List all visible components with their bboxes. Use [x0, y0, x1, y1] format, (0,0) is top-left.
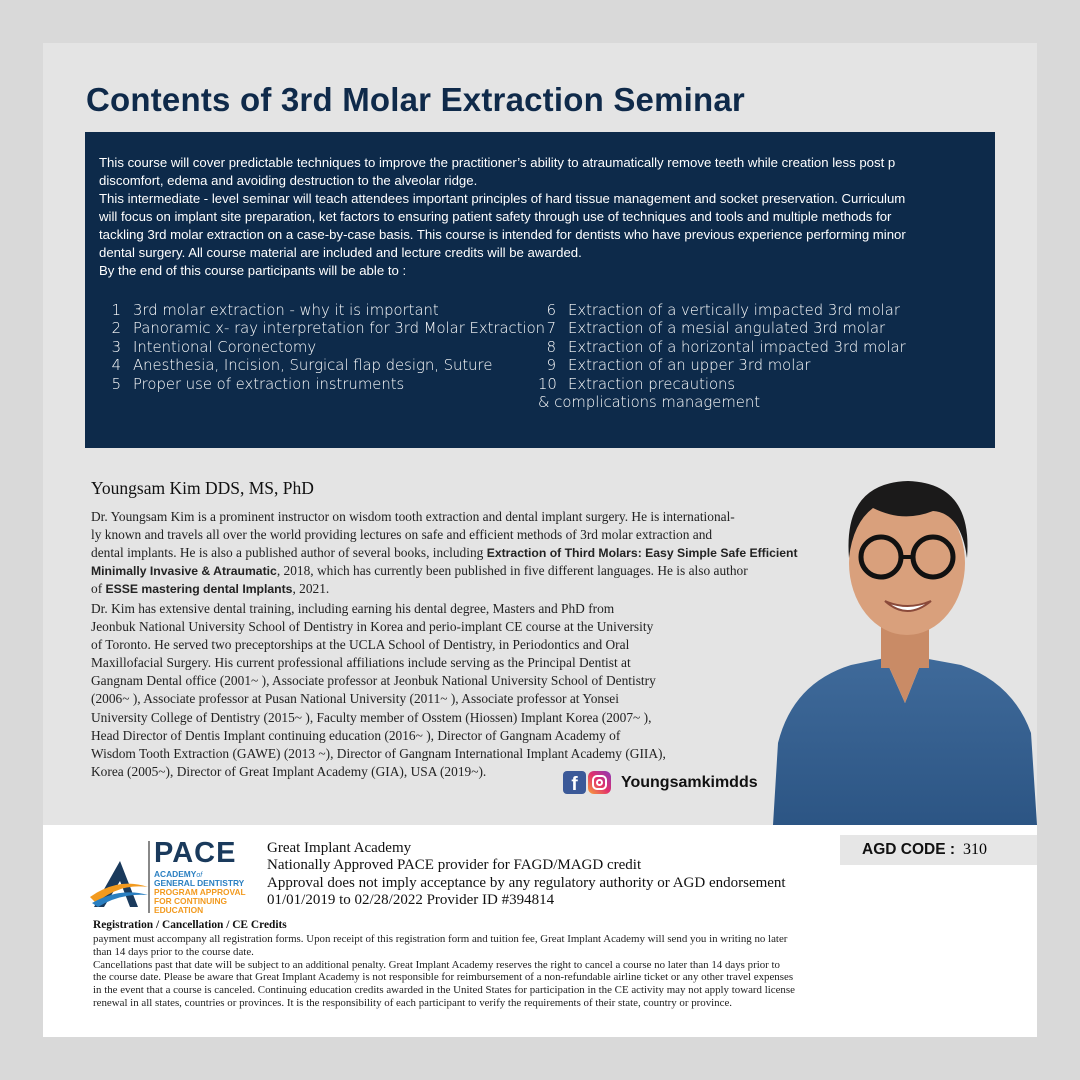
- topic-continuation: & complications management: [538, 394, 761, 412]
- provider-info: [267, 840, 786, 909]
- topic-text: Extraction precautions: [568, 375, 736, 393]
- topic-item: [103, 320, 545, 338]
- topic-number: 4: [111, 357, 121, 375]
- topic-item: [538, 320, 906, 338]
- bio-paragraph-1: [91, 508, 891, 598]
- intro-line: dental surgery. All course material are included and lecture credits will be awarded.: [99, 245, 582, 260]
- pace-wordmark: PACE: [154, 837, 237, 869]
- bio-line: Korea (2005~), Director of Great Implant Academy (GIA), USA (2019~).: [91, 763, 487, 779]
- bio-line: Dr. Youngsam Kim is a prominent instructor on wisdom tooth extraction and dental implant surgery. He is international-: [91, 509, 735, 524]
- topic-text: Extraction of a mesial angulated 3rd molar: [568, 320, 886, 338]
- bio-line: [91, 544, 891, 562]
- bio-line: (2006~ ), Associate professor at Pusan National University (2011~ ), Associate professor at Yonsei: [91, 691, 619, 707]
- seminar-flyer: [43, 43, 1037, 1037]
- provider-line: Great Implant Academy: [267, 840, 412, 856]
- registration-line: Cancellations past that date will be subject to an additional penalty. Great Implant Academy reserves the right to cancel a course no later than 14 days prior to: [93, 958, 780, 971]
- topic-item: [103, 357, 545, 375]
- instagram-icon[interactable]: [588, 771, 611, 794]
- registration-line: than 14 days prior to the course date.: [93, 945, 254, 958]
- footer-panel: [43, 825, 1037, 1037]
- bio-line: ly known and travels all over the world providing lectures on safe and efficient methods of 3rd molar extraction and: [91, 527, 713, 543]
- social-links: [563, 771, 758, 794]
- pace-divider: [148, 841, 150, 913]
- intro-line: discomfort, edema and avoiding destruction to the alveolar ridge.: [99, 173, 478, 188]
- topic-item: [538, 357, 906, 375]
- book-title: Minimally Invasive & Atraumatic: [91, 564, 277, 579]
- pace-academy: ACADEMY: [154, 869, 197, 879]
- agd-code-label: AGD CODE :: [862, 841, 955, 858]
- topic-text: Anesthesia, Incision, Surgical flap design, Suture: [133, 357, 493, 375]
- bio-line: Gangnam Dental office (2001~ ), Associate professor at Jeonbuk National University School of Dentistry: [91, 673, 656, 689]
- intro-line: By the end of this course participants will be able to :: [99, 263, 407, 278]
- topic-text: Extraction of a vertically impacted 3rd molar: [568, 302, 900, 319]
- bio-line: Wisdom Tooth Extraction (GAWE) (2013 ~), Director of Gangnam International Implant Academy (GIIA),: [91, 745, 666, 761]
- bio-text: of: [91, 581, 106, 597]
- bio-line: Jeonbuk National University School of Dentistry in Korea and perio-implant CE course at the University: [91, 619, 654, 635]
- social-handle: Youngsamkimdds: [621, 773, 758, 791]
- topic-item: [103, 302, 545, 320]
- topic-item: [538, 302, 906, 320]
- provider-line: Approval does not imply acceptance by any regulatory authority or AGD endorsement: [267, 874, 786, 891]
- topic-item: [538, 339, 906, 357]
- topic-item: [103, 339, 545, 357]
- pace-of: of: [196, 872, 203, 879]
- topic-text: Panoramic x- ray interpretation for 3rd Molar Extraction: [133, 320, 546, 338]
- topic-list-right: [538, 302, 906, 412]
- registration-line: payment must accompany all registration forms. Upon receipt of this registration form and tuition fee, Great Implant Academy will send you in writing no later: [93, 933, 788, 945]
- registration-line: renewal in all states, countries or provinces. It is the responsibility of each participant to verify the requirements of their state, country or province.: [93, 996, 733, 1009]
- bio-text: , 2021.: [292, 581, 330, 597]
- bio-paragraph-2: [91, 600, 891, 781]
- bio-line: [91, 562, 891, 580]
- bio-line: University College of Dentistry (2015~ ), Faculty member of Osstem (Hiossen) Implant Korea (2007~ ),: [91, 709, 652, 725]
- pace-logo: [90, 839, 260, 915]
- bio-line: Dr. Kim has extensive dental training, including earning his dental degree, Masters and PhD from: [91, 601, 615, 616]
- topic-text: Proper use of extraction instruments: [133, 375, 405, 393]
- course-intro: [99, 154, 983, 280]
- topic-number: 9: [546, 357, 556, 375]
- pace-general-dentistry: GENERAL DENTISTRY: [154, 878, 245, 888]
- topic-text: Extraction of a horizontal impacted 3rd molar: [568, 338, 906, 356]
- book-title: Extraction of Third Molars: Easy Simple Safe Efficient: [486, 546, 798, 561]
- pace-program-line: PROGRAM APPROVAL: [154, 887, 246, 897]
- agd-code-value: 310: [963, 841, 987, 858]
- topic-item: [103, 376, 545, 394]
- bio-line: Head Director of Dentis Implant continuing education (2016~ ), Director of Gangnam Academy of: [91, 727, 621, 743]
- topic-number: 1: [111, 302, 121, 319]
- bio-line: [91, 580, 891, 598]
- pace-program-line: FOR CONTINUING: [154, 896, 228, 906]
- instructor-photo: [773, 453, 1037, 825]
- intro-line: tackling 3rd molar extraction on a case-by-case basis. This course is intended for dentists who have previous experience performing minor: [99, 227, 906, 242]
- topic-text: 3rd molar extraction - why it is important: [133, 302, 439, 319]
- bio-line: of Toronto. He served two preceptorships at the UCLA School of Dentistry, in Periodontics and Oral: [91, 637, 630, 653]
- topic-number: 7: [546, 320, 556, 338]
- topic-item: [538, 376, 906, 394]
- provider-line: Nationally Approved PACE provider for FAGD/MAGD credit: [267, 857, 642, 874]
- registration-title: Registration / Cancellation / CE Credits: [93, 919, 287, 931]
- topic-number: 6: [546, 302, 556, 319]
- instructor-name: Youngsam Kim DDS, MS, PhD: [91, 478, 314, 498]
- bio-line: Maxillofacial Surgery. His current professional affiliations include serving as the Principal Dentist at: [91, 655, 631, 671]
- page-title: Contents of 3rd Molar Extraction Seminar: [86, 81, 745, 118]
- topic-number: 5: [111, 375, 121, 393]
- topic-text: Intentional Coronectomy: [133, 338, 317, 356]
- registration-line: the course date. Please be aware that Great Implant Academy is not responsible for reimbursement of a non-refundable airline ticket or any other travel expenses: [93, 971, 794, 984]
- registration-line: in the event that a course is canceled. Continuing education credits awarded in the United States for participation in the CE activity may not apply toward license: [93, 984, 795, 997]
- intro-line: will focus on implant site preparation, ket factors to ensuring patient safety through use of techniques and tools and multiple methods for: [99, 209, 892, 224]
- topic-text: Extraction of an upper 3rd molar: [568, 357, 811, 375]
- pace-a-icon: [90, 857, 150, 909]
- topic-number: 10: [538, 375, 557, 393]
- registration-text: [93, 933, 993, 1010]
- provider-line: 01/01/2019 to 02/28/2022 Provider ID #394814: [267, 891, 555, 908]
- bio-text: dental implants. He is also a published author of several books, including: [91, 545, 487, 561]
- bio-text: , 2018, which has currently been published in five different languages. He is also author: [276, 563, 748, 579]
- intro-line: This course will cover predictable techniques to improve the practitioner’s ability to atraumatically remove teeth while creation less post p: [99, 155, 896, 170]
- course-description-box: [85, 132, 995, 448]
- intro-line: This intermediate - level seminar will teach attendees important principles of hard tissue management and socket preservation. Curriculum: [99, 191, 906, 206]
- topic-number: 3: [111, 338, 121, 356]
- facebook-icon[interactable]: f: [563, 771, 586, 794]
- pace-program-line: EDUCATION: [154, 905, 204, 915]
- topic-list-left: [103, 302, 545, 394]
- book-title: ESSE mastering dental Implants: [105, 582, 293, 597]
- topic-number: 8: [546, 338, 556, 356]
- topic-number: 2: [111, 320, 121, 338]
- agd-code-badge: [840, 835, 1037, 865]
